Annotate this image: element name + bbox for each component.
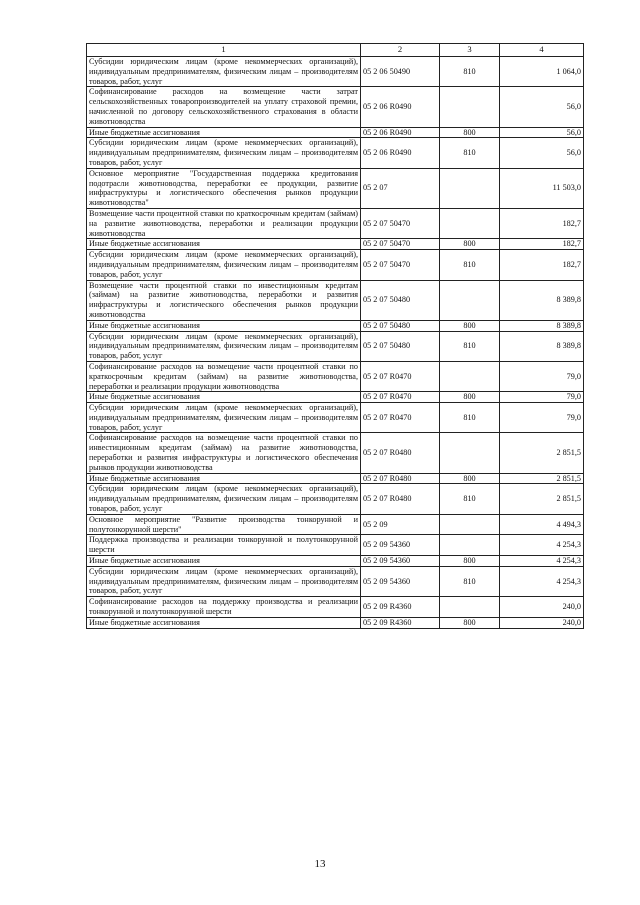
row-target-code: 05 2 09 54360 (361, 556, 440, 567)
row-target-code: 05 2 07 R0470 (361, 392, 440, 403)
row-target-code: 05 2 06 R0490 (361, 87, 440, 127)
row-expense-type: 800 (440, 556, 500, 567)
table-row (87, 566, 584, 596)
table-row (87, 280, 584, 320)
budget-table (86, 43, 584, 629)
table-row (87, 250, 584, 280)
row-amount: 4 254,3 (500, 566, 584, 596)
row-amount: 4 494,3 (500, 514, 584, 535)
table-row (87, 127, 584, 138)
row-expense-type: 810 (440, 484, 500, 514)
table-row (87, 403, 584, 433)
table-row (87, 556, 584, 567)
row-description: Субсидии юридическим лицам (кроме некоммерческих организаций), индивидуальным предпринимателям, физическим лицам – производителям товаров, работ, услуг (87, 250, 361, 280)
row-target-code: 05 2 07 (361, 168, 440, 208)
row-amount: 11 503,0 (500, 168, 584, 208)
row-amount: 79,0 (500, 361, 584, 391)
row-expense-type: 810 (440, 250, 500, 280)
row-expense-type: 800 (440, 392, 500, 403)
table-row (87, 320, 584, 331)
column-number-2: 2 (361, 44, 440, 57)
row-amount: 240,0 (500, 617, 584, 628)
table-row (87, 208, 584, 238)
row-target-code: 05 2 07 R0480 (361, 473, 440, 484)
row-expense-type: 810 (440, 138, 500, 168)
row-target-code: 05 2 07 50470 (361, 250, 440, 280)
row-target-code: 05 2 06 50490 (361, 57, 440, 87)
row-amount: 182,7 (500, 239, 584, 250)
row-target-code: 05 2 06 R0490 (361, 138, 440, 168)
row-expense-type: 800 (440, 127, 500, 138)
row-target-code: 05 2 09 R4360 (361, 617, 440, 628)
row-expense-type: 810 (440, 57, 500, 87)
row-description: Иные бюджетные ассигнования (87, 617, 361, 628)
budget-table-body (87, 44, 584, 629)
row-description: Основное мероприятие "Государственная поддержка кредитования подотрасли животноводства, переработки ее продукции, развитие инфраструктуры и логистического обеспечения рынков продукции животноводства" (87, 168, 361, 208)
row-description: Субсидии юридическим лицам (кроме некоммерческих организаций), индивидуальным предпринимателям, физическим лицам – производителям товаров, работ, услуг (87, 566, 361, 596)
row-target-code: 05 2 07 50470 (361, 208, 440, 238)
row-target-code: 05 2 07 50480 (361, 331, 440, 361)
row-expense-type (440, 361, 500, 391)
column-number-3: 3 (440, 44, 500, 57)
table-row (87, 138, 584, 168)
row-expense-type (440, 597, 500, 618)
row-amount: 4 254,3 (500, 556, 584, 567)
row-description: Субсидии юридическим лицам (кроме некоммерческих организаций), индивидуальным предпринимателям, физическим лицам – производителям товаров, работ, услуг (87, 57, 361, 87)
row-expense-type (440, 168, 500, 208)
row-expense-type (440, 87, 500, 127)
row-description: Иные бюджетные ассигнования (87, 473, 361, 484)
row-description: Софинансирование расходов на возмещение части процентной ставки по краткосрочным кредитам (займам) на развитие животноводства, переработки и реализации продукции животноводства (87, 361, 361, 391)
row-description: Иные бюджетные ассигнования (87, 556, 361, 567)
column-number-4: 4 (500, 44, 584, 57)
row-amount: 56,0 (500, 87, 584, 127)
row-amount: 56,0 (500, 138, 584, 168)
table-row (87, 514, 584, 535)
row-description: Субсидии юридическим лицам (кроме некоммерческих организаций), индивидуальным предпринимателям, физическим лицам – производителям товаров, работ, услуг (87, 484, 361, 514)
table-row (87, 87, 584, 127)
table-row (87, 57, 584, 87)
table-row (87, 392, 584, 403)
table-row (87, 239, 584, 250)
row-amount: 79,0 (500, 392, 584, 403)
column-number-1: 1 (87, 44, 361, 57)
row-target-code: 05 2 07 50480 (361, 320, 440, 331)
column-number-row (87, 44, 584, 57)
table-row (87, 535, 584, 556)
row-amount: 240,0 (500, 597, 584, 618)
row-target-code: 05 2 07 50480 (361, 280, 440, 320)
row-target-code: 05 2 09 54360 (361, 566, 440, 596)
row-description: Возмещение части процентной ставки по краткосрочным кредитам (займам) на развитие животноводства, переработки и реализации продукции животноводства (87, 208, 361, 238)
row-amount: 79,0 (500, 403, 584, 433)
table-row (87, 617, 584, 628)
row-expense-type: 800 (440, 617, 500, 628)
table-row (87, 433, 584, 473)
row-target-code: 05 2 07 R0480 (361, 484, 440, 514)
row-amount: 182,7 (500, 250, 584, 280)
table-row (87, 361, 584, 391)
table-row (87, 331, 584, 361)
row-description: Софинансирование расходов на возмещение части процентной ставки по инвестиционным кредитам (займам) на развитие животноводства, переработки и развития инфраструктуры и логистического обеспечения рынков продукции животноводства (87, 433, 361, 473)
row-expense-type: 800 (440, 239, 500, 250)
row-description: Основное мероприятие "Развитие производства тонкорунной и полутонкорунной шерсти" (87, 514, 361, 535)
row-amount: 8 389,8 (500, 320, 584, 331)
row-description: Поддержка производства и реализации тонкорунной и полутонкорунной шерсти (87, 535, 361, 556)
row-amount: 4 254,3 (500, 535, 584, 556)
row-description: Возмещение части процентной ставки по инвестиционным кредитам (займам) на развитие животноводства, переработки и развития инфраструктуры и логистического обеспечения рынков продукции животноводства (87, 280, 361, 320)
row-description: Софинансирование расходов на поддержку производства и реализации тонкорунной и полутонкорунной шерсти (87, 597, 361, 618)
row-target-code: 05 2 07 R0480 (361, 433, 440, 473)
table-row (87, 168, 584, 208)
row-description: Софинансирование расходов на возмещение части затрат сельскохозяйственных товаропроизводителей на уплату страховой премии, начисленной по договору сельскохозяйственного страхования в области животноводства (87, 87, 361, 127)
row-description: Иные бюджетные ассигнования (87, 127, 361, 138)
table-row (87, 597, 584, 618)
row-description: Субсидии юридическим лицам (кроме некоммерческих организаций), индивидуальным предпринимателям, физическим лицам – производителям товаров, работ, услуг (87, 403, 361, 433)
row-expense-type (440, 280, 500, 320)
row-amount: 8 389,8 (500, 331, 584, 361)
row-description: Иные бюджетные ассигнования (87, 239, 361, 250)
row-amount: 56,0 (500, 127, 584, 138)
row-amount: 2 851,5 (500, 484, 584, 514)
row-amount: 182,7 (500, 208, 584, 238)
row-expense-type: 810 (440, 331, 500, 361)
row-amount: 2 851,5 (500, 473, 584, 484)
row-expense-type: 800 (440, 473, 500, 484)
row-target-code: 05 2 09 R4360 (361, 597, 440, 618)
row-target-code: 05 2 09 (361, 514, 440, 535)
table-row (87, 484, 584, 514)
table-row (87, 473, 584, 484)
row-description: Субсидии юридическим лицам (кроме некоммерческих организаций), индивидуальным предпринимателям, физическим лицам – производителям товаров, работ, услуг (87, 138, 361, 168)
row-target-code: 05 2 07 R0470 (361, 403, 440, 433)
row-target-code: 05 2 09 54360 (361, 535, 440, 556)
row-expense-type (440, 535, 500, 556)
row-expense-type (440, 208, 500, 238)
row-target-code: 05 2 06 R0490 (361, 127, 440, 138)
row-amount: 8 389,8 (500, 280, 584, 320)
row-expense-type (440, 433, 500, 473)
row-expense-type (440, 514, 500, 535)
row-expense-type: 810 (440, 566, 500, 596)
row-expense-type: 800 (440, 320, 500, 331)
row-target-code: 05 2 07 R0470 (361, 361, 440, 391)
row-description: Иные бюджетные ассигнования (87, 392, 361, 403)
page-number: 13 (314, 858, 326, 870)
row-description: Иные бюджетные ассигнования (87, 320, 361, 331)
row-expense-type: 810 (440, 403, 500, 433)
row-target-code: 05 2 07 50470 (361, 239, 440, 250)
row-amount: 2 851,5 (500, 433, 584, 473)
row-description: Субсидии юридическим лицам (кроме некоммерческих организаций), индивидуальным предпринимателям, физическим лицам – производителям товаров, работ, услуг (87, 331, 361, 361)
row-amount: 1 064,0 (500, 57, 584, 87)
